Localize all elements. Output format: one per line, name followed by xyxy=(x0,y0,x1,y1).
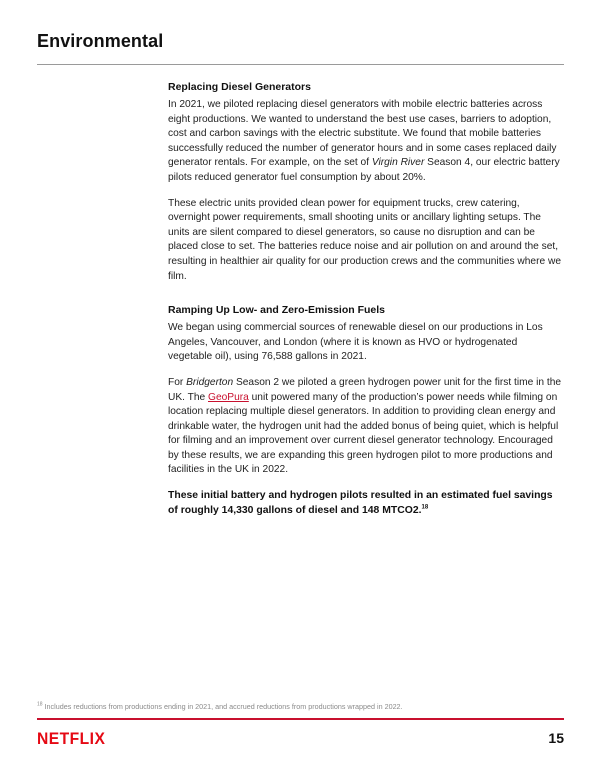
show-title-virgin-river: Virgin River xyxy=(371,157,425,169)
footnote-text: Includes reductions from productions ending in 2021, and accrued reductions from productions wrapped in 2022. xyxy=(42,702,403,711)
paragraph-text: In 2021, we piloted replacing diesel generators with mobile electric batteries across eight productions. We wanted to understand the best use cases, barriers to adoption, cost and carbon savings with the electric substitute. We found that mobile batteries successfully reduced the number of generator hours and in some cases replaced daily generator rentals. For example, on the set of xyxy=(168,99,557,169)
fuel-savings-summary xyxy=(168,489,564,518)
geopura-link[interactable]: GeoPura xyxy=(208,391,249,403)
section-title: Environmental xyxy=(37,31,164,51)
paragraph-renewable-diesel: We began using commercial sources of renewable diesel on our productions in Los Angeles, Vancouver, and London (where it is known as HVO or hydrogenated vegetable oil), using 76,588 gallons in 2021. xyxy=(168,322,543,363)
main-content xyxy=(168,80,564,529)
header-divider xyxy=(37,64,564,65)
paragraph-text: Season 2 we piloted a green hydrogen power unit for the first time in the UK. The xyxy=(168,376,562,403)
paragraph-text: For xyxy=(168,376,187,388)
netflix-logo: NETFLIX xyxy=(37,729,106,748)
footnote-marker: 18 xyxy=(37,701,43,708)
summary-text: These initial battery and hydrogen pilots resulted in an estimated fuel savings of roughly 14,330 gallons of diesel and 148 MTCO2. xyxy=(168,490,553,516)
footer-divider xyxy=(37,718,564,720)
paragraph-diesel-pilot xyxy=(168,98,564,186)
footnote xyxy=(37,702,564,712)
paragraph-text: unit powered many of the production’s power needs while filming on location replacing multiple diesel generators. In addition to providing clean energy and drinkable water, the hydrogen unit had the added bonus of being quiet, which is helpful for filming and an improvement over current diesel generator technology. Encouraged by these results, we are expanding this green hydrogen pilot to more productions and facilities in the UK in 2022. xyxy=(168,391,559,476)
heading-replacing-diesel-generators: Replacing Diesel Generators xyxy=(168,81,311,93)
paragraph-electric-units: These electric units provided clean power for equipment trucks, crew catering, overnight power requirements, small shooting units or ancillary lighting setups. The units are silent compared to diesel generators, so cause no disruption and can be placed close to set. The batteries reduce noise and air pollution on and around the set, resulting in healthier air quality for our production crews and the communities where we film. xyxy=(168,197,561,282)
show-title-bridgerton: Bridgerton xyxy=(186,376,234,388)
paragraph-text: Season 4, our electric battery pilots reduced generator fuel consumption by about 20%. xyxy=(168,157,560,183)
footnote-reference[interactable]: 18 xyxy=(421,504,429,511)
paragraph-hydrogen-pilot xyxy=(168,376,564,478)
page-number: 15 xyxy=(548,730,564,746)
heading-low-zero-emission-fuels: Ramping Up Low- and Zero-Emission Fuels xyxy=(168,304,386,317)
